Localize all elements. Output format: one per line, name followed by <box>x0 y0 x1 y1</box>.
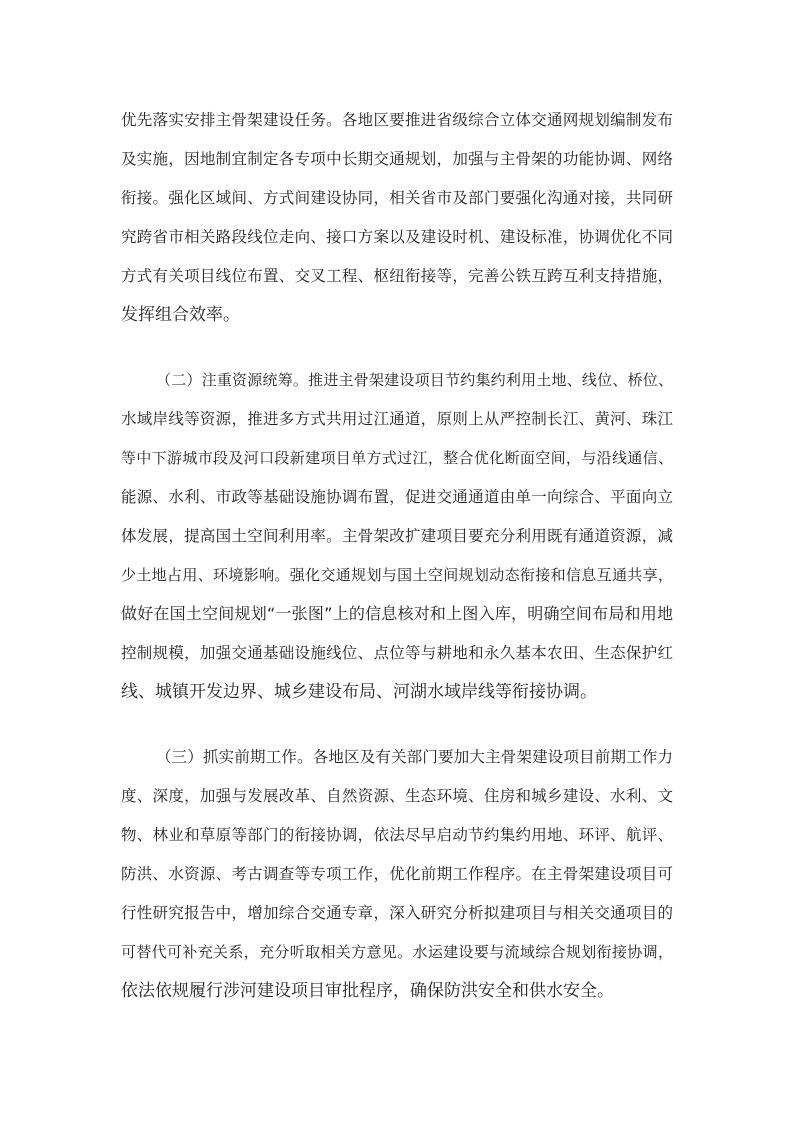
text-line: 控制规模，加强交通基础设施线位、点位等与耕地和永久基本农田、生态保护红 <box>121 644 673 662</box>
text-line: 做好在国土空间规划“一张图”上的信息核对和上图入库，明确空间布局和用地 <box>121 604 673 623</box>
text-line: 方式有关项目线位布置、交叉工程、枢纽衔接等，完善公铁互跨互利支持措施， <box>121 267 673 285</box>
text-line: 行性研究报告中，增加综合交通专章，深入研究分析拟建项目与相关交通项目的 <box>121 904 673 922</box>
text-line: 物、林业和草原等部门的衔接协调，依法尽早启动节约集约用地、环评、航评、 <box>121 826 673 844</box>
text-line: 少土地占用、环境影响。强化交通规划与国土空间规划动态衔接和信息互通共享， <box>121 566 673 584</box>
text-line: 水域岸线等资源，推进多方式共用过江通道，原则上从严控制长江、黄河、珠江 <box>121 410 673 428</box>
text-line: 优先落实安排主骨架建设任务。各地区要推进省级综合立体交通网规划编制发布 <box>121 111 673 129</box>
text-line: 度、深度，加强与发展改革、自然资源、生态环境、住房和城乡建设、水利、文 <box>121 787 673 805</box>
text-line: 能源、水利、市政等基础设施协调布置，促进交通通道由单一向综合、平面向立 <box>121 488 673 506</box>
text-line: （三）抓实前期工作。各地区及有关部门要加大主骨架建设项目前期工作力 <box>156 748 673 766</box>
text-line: 究跨省市相关路段线位走向、接口方案以及建设时机、建设标准，协调优化不同 <box>121 228 673 246</box>
text-line: 依法依规履行涉河建设项目审批程序，确保防洪安全和供水安全。 <box>121 981 614 1001</box>
text-line: 等中下游城市段及河口段新建项目单方式过江，整合优化断面空间，与沿线通信、 <box>121 449 673 467</box>
text-line: 衔接。强化区域间、方式间建设协同，相关省市及部门要强化沟通对接，共同研 <box>121 189 673 207</box>
text-line: 可替代可补充关系，充分听取相关方意见。水运建设要与流域综合规划衔接协调， <box>121 943 673 961</box>
text-line: （二）注重资源统筹。推进主骨架建设项目节约集约利用土地、线位、桥位、 <box>156 371 673 389</box>
text-line: 及实施，因地制宜制定各专项中长期交通规划，加强与主骨架的功能协调、网络 <box>121 150 673 168</box>
text-line: 防洪、水资源、考古调查等专项工作，优化前期工作程序。在主骨架建设项目可 <box>121 865 673 883</box>
text-line: 体发展，提高国土空间利用率。主骨架改扩建项目要充分利用既有通道资源，减 <box>121 527 673 545</box>
text-line: 线、城镇开发边界、城乡建设布局、河湖水域岸线等衔接协调。 <box>121 682 597 702</box>
text-line: 发挥组合效率。 <box>121 305 240 325</box>
